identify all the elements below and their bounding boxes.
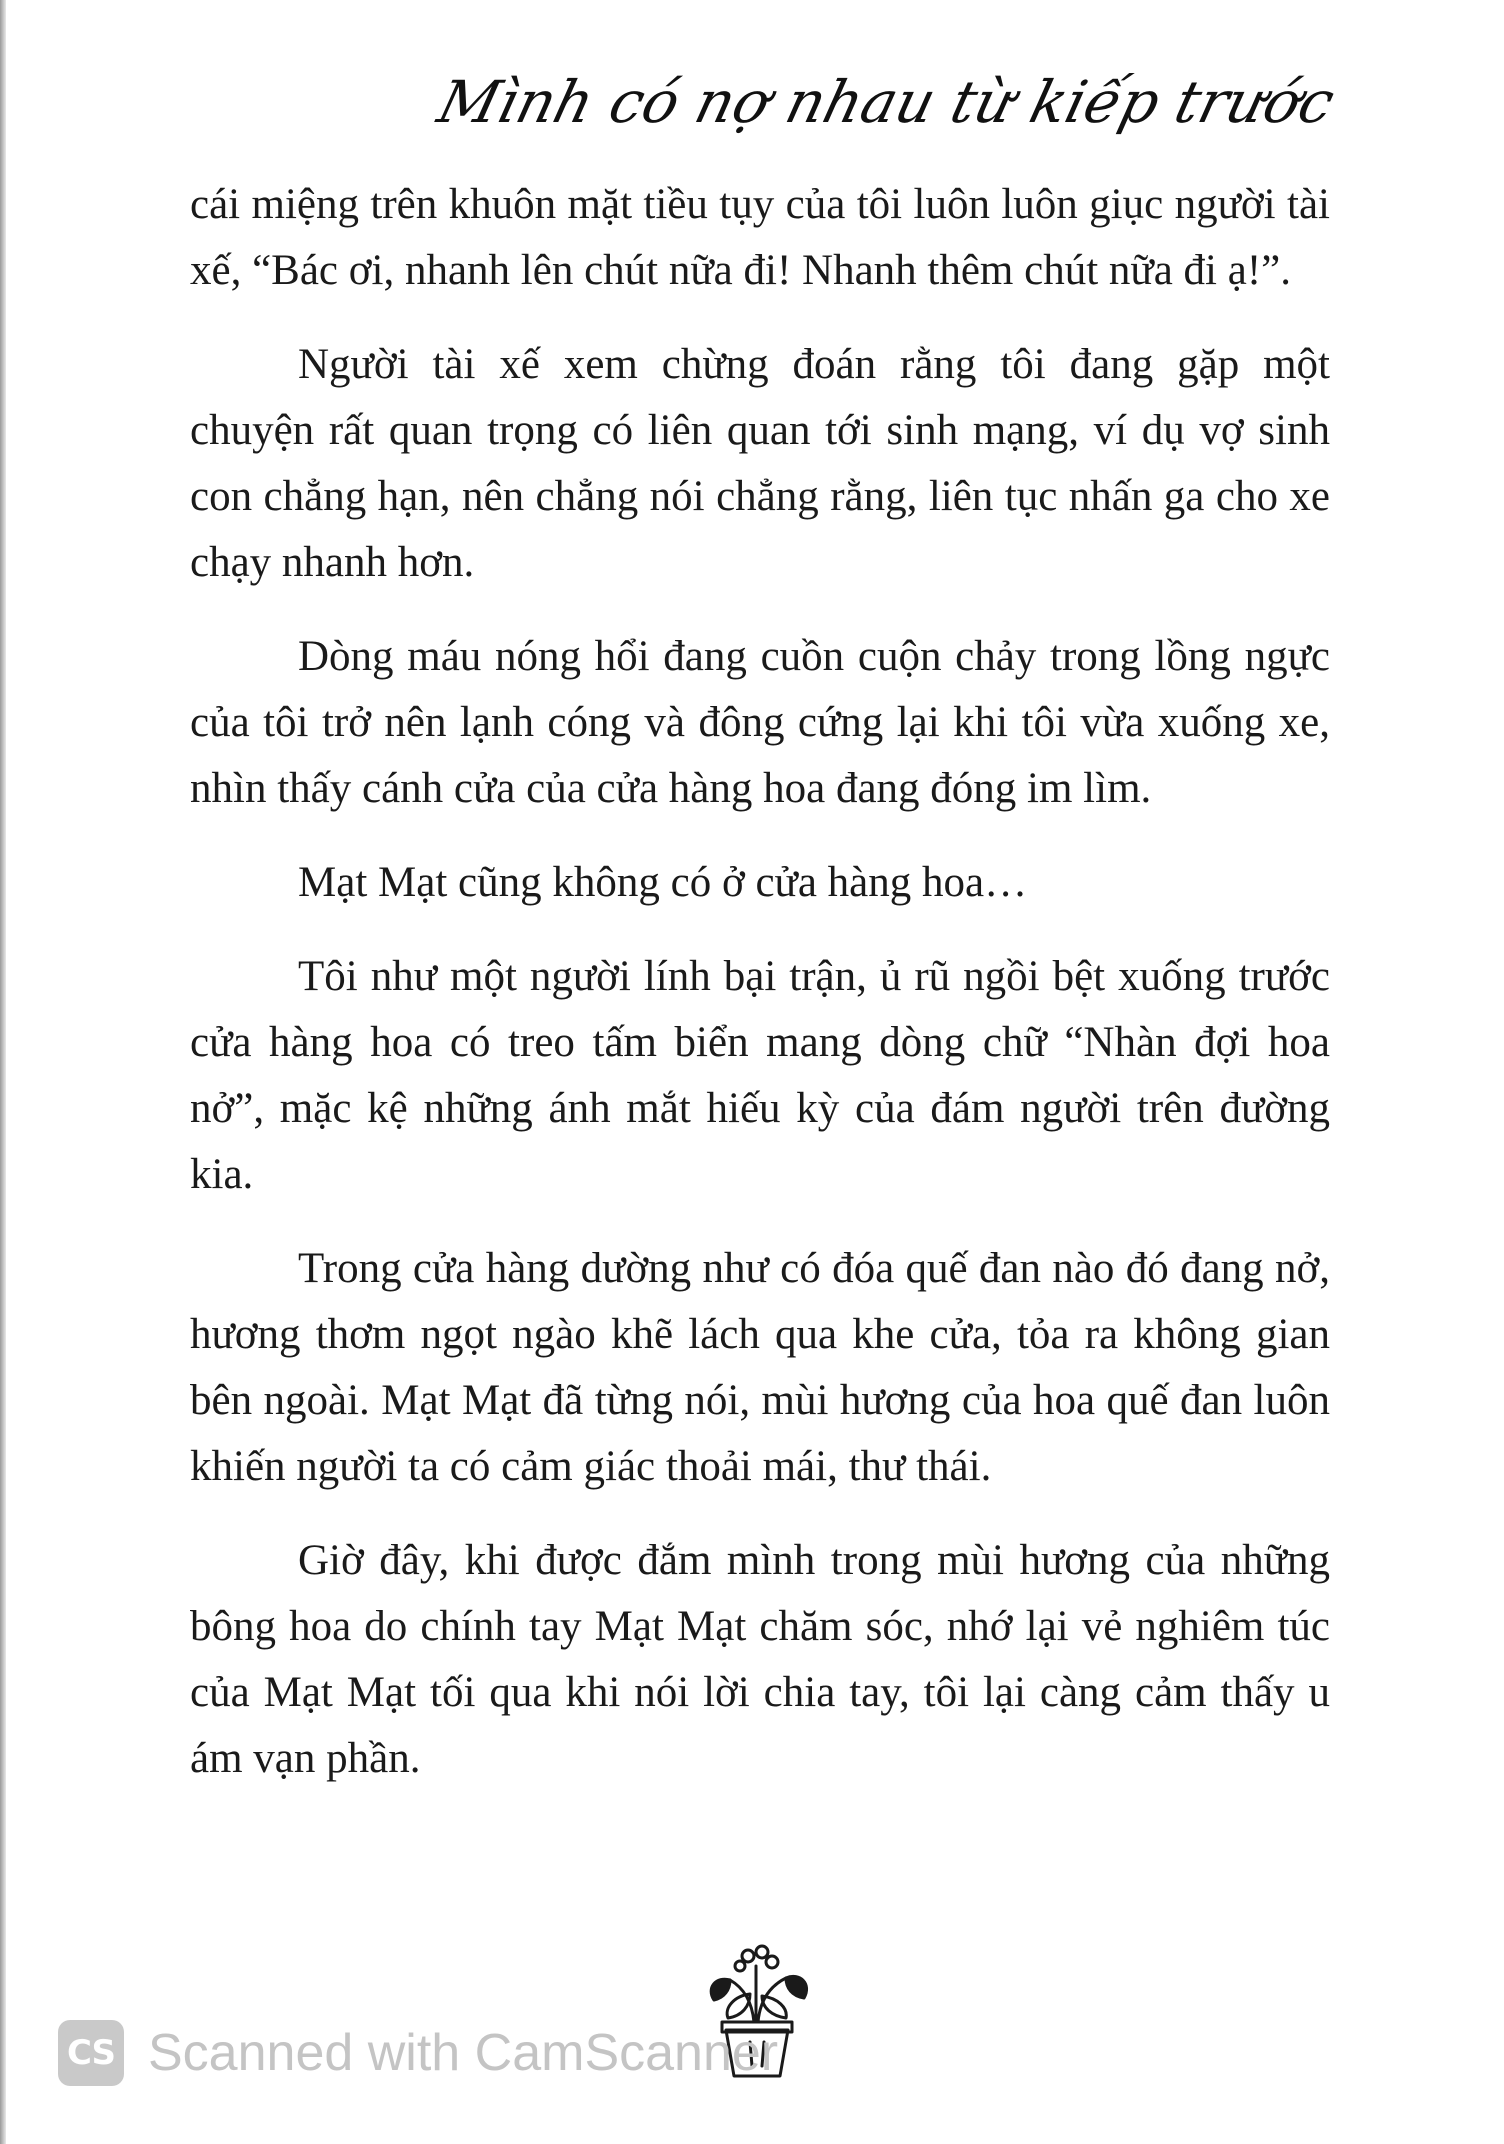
running-header-title: Mình có nợ nhau từ kiếp trước bbox=[431, 68, 1342, 136]
scan-left-edge bbox=[0, 0, 6, 2144]
watermark-text: Scanned with CamScanner bbox=[148, 2024, 779, 2082]
paragraph-6: Trong cửa hàng dường như có đóa quế đan nào đó đang nở, hương thơm ngọt ngào khẽ lách qua khe cửa, tỏa ra không gian bên ngoài. Mạt Mạt đã từng nói, mùi hương của hoa quế đan luôn khiến người ta có cảm giác thoải mái, thư thái. bbox=[190, 1245, 1330, 1490]
paragraph-4: Mạt Mạt cũng không có ở cửa hàng hoa… bbox=[298, 859, 1028, 906]
page-body bbox=[190, 172, 1330, 1820]
paragraph-1: cái miệng trên khuôn mặt tiều tụy của tôi luôn luôn giục người tài xế, “Bác ơi, nhanh lên chút nữa đi! Nhanh thêm chút nữa đi ạ!”. bbox=[190, 181, 1330, 294]
paragraph-3: Dòng máu nóng hổi đang cuồn cuộn chảy trong lồng ngực của tôi trở nên lạnh cóng và đông cứng lại khi tôi vừa xuống xe, nhìn thấy cánh cửa của cửa hàng hoa đang đóng im lìm. bbox=[190, 633, 1330, 812]
camscanner-logo: CS bbox=[58, 2020, 124, 2086]
paragraph-5: Tôi như một người lính bại trận, ủ rũ ngồi bệt xuống trước cửa hàng hoa có treo tấm biển mang dòng chữ “Nhàn đợi hoa nở”, mặc kệ những ánh mắt hiếu kỳ của đám người trên đường kia. bbox=[190, 953, 1330, 1198]
paragraph-7: Giờ đây, khi được đắm mình trong mùi hương của những bông hoa do chính tay Mạt Mạt chăm sóc, nhớ lại vẻ nghiêm túc của Mạt Mạt tối qua khi nói lời chia tay, tôi lại càng cảm thấy u ám vạn phần. bbox=[190, 1537, 1330, 1782]
scanner-watermark bbox=[58, 2013, 778, 2093]
paragraph-2: Người tài xế xem chừng đoán rằng tôi đang gặp một chuyện rất quan trọng có liên quan tới sinh mạng, ví dụ vợ sinh con chẳng hạn, nên chẳng nói chẳng rằng, liên tục nhấn ga cho xe chạy nhanh hơn. bbox=[190, 341, 1330, 586]
